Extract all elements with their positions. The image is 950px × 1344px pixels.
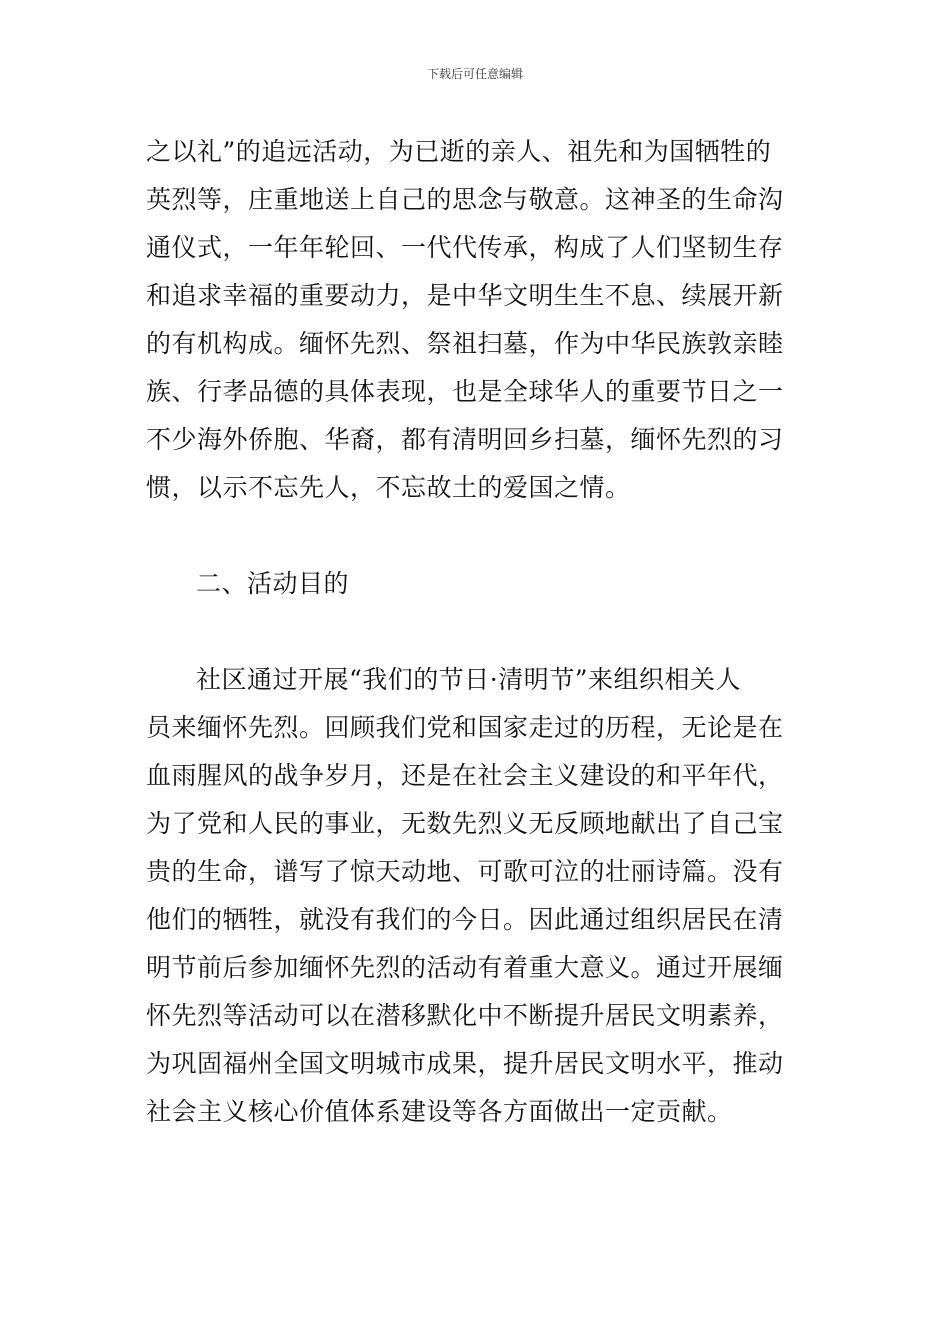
paragraph-purpose xyxy=(146,656,806,1136)
paragraph-background xyxy=(146,128,806,512)
paragraph-line: 不少海外侨胞、华裔，都有清明回乡扫墓，缅怀先烈的习 xyxy=(146,425,784,454)
paragraph-line: 为巩固福州全国文明城市成果，提升居民文明水平，推动 xyxy=(146,1049,784,1078)
paragraph-line: 社会主义核心价值体系建设等各方面做出一定贡献。 xyxy=(146,1097,733,1126)
paragraph-line: 员来缅怀先烈。回顾我们党和国家走过的历程，无论是在 xyxy=(146,713,784,742)
paragraph-line: 和追求幸福的重要动力，是中华文明生生不息、续展开新 xyxy=(146,281,784,310)
spacer xyxy=(146,608,806,656)
paragraph-line: 社区通过开展“我们的节日·清明节”来组织相关人 xyxy=(196,665,742,694)
paragraph-line: 通仪式，一年年轮回、一代代传承，构成了人们坚韧生存 xyxy=(146,233,784,262)
paragraph-line: 贵的生命，谱写了惊天动地、可歌可泣的壮丽诗篇。没有 xyxy=(146,857,784,886)
spacer xyxy=(146,512,806,560)
paragraph-line: 他们的牺牲，就没有我们的今日。因此通过组织居民在清 xyxy=(146,905,784,934)
paragraph-line: 怀先烈等活动可以在潜移默化中不断提升居民文明素养， xyxy=(146,1001,784,1030)
paragraph-line: 为了党和人民的事业，无数先烈义无反顾地献出了自己宝 xyxy=(146,809,784,838)
paragraph-line: 族、行孝品德的具体表现，也是全球华人的重要节日之一 xyxy=(146,377,784,406)
section-heading: 二、活动目的 xyxy=(196,569,350,598)
paragraph-line: 血雨腥风的战争岁月，还是在社会主义建设的和平年代， xyxy=(146,761,784,790)
document-body xyxy=(146,128,806,1136)
paragraph-line: 惯，以示不忘先人，不忘故土的爱国之情。 xyxy=(146,473,631,502)
paragraph-line: 的有机构成。缅怀先烈、祭祖扫墓，作为中华民族敦亲睦 xyxy=(146,329,784,358)
paragraph-line: 之以礼”的追远活动，为已逝的亲人、祖先和为国牺牲的 xyxy=(146,137,772,166)
page-header: 下载后可任意编辑 xyxy=(426,67,523,81)
paragraph-line: 英烈等，庄重地送上自己的思念与敬意。这神圣的生命沟 xyxy=(146,185,784,214)
paragraph-line: 明节前后参加缅怀先烈的活动有着重大意义。通过开展缅 xyxy=(146,953,784,982)
